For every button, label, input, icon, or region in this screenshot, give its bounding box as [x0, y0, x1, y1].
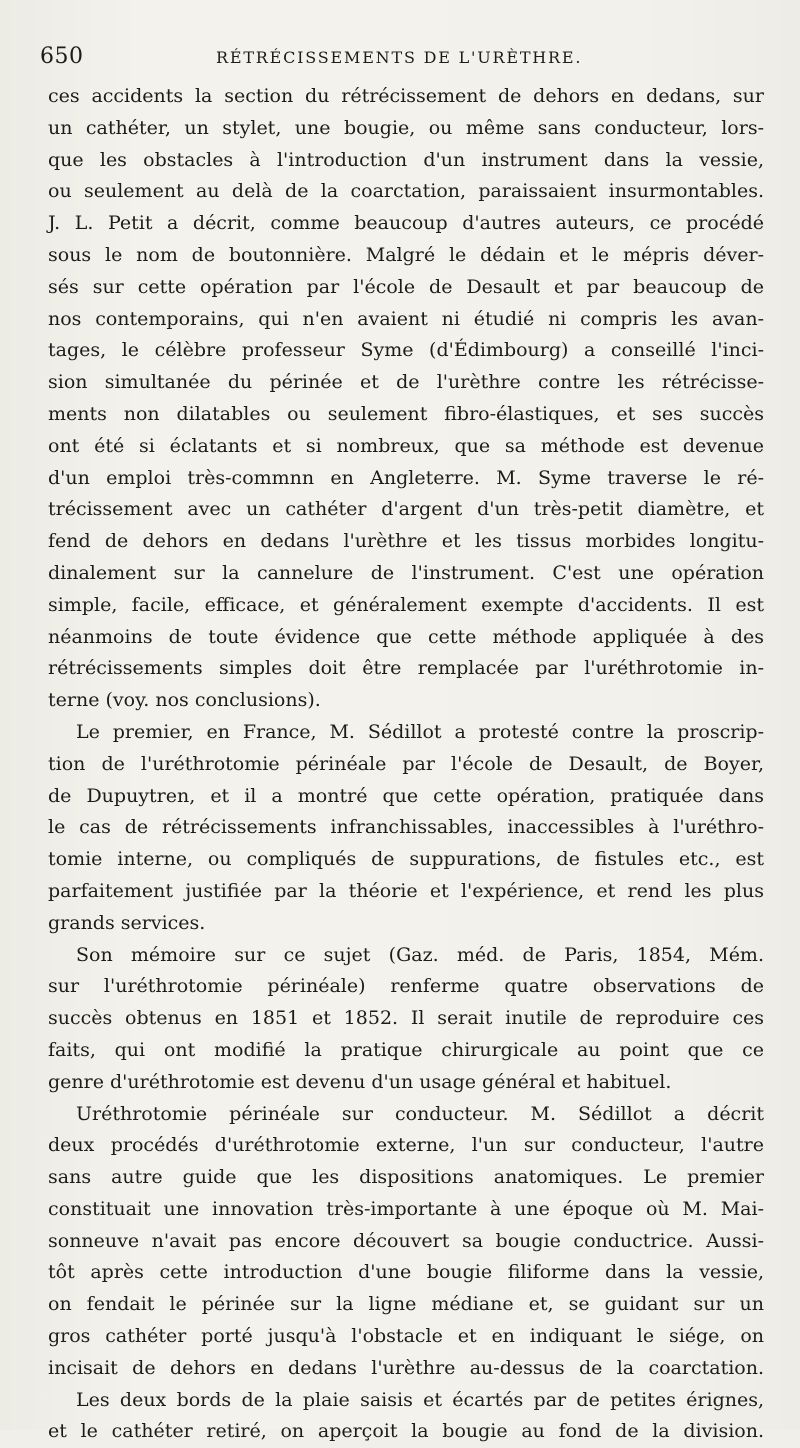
text-line: sés sur cette opération par l'école de Desault et par beaucoup de	[48, 275, 764, 298]
text-line: constituait une innovation très-importante à une époque où M. Mai-	[48, 1197, 764, 1220]
text-line: un cathéter, un stylet, une bougie, ou même sans conducteur, lors-	[48, 116, 764, 139]
text-line: trécissement avec un cathéter d'argent d'un très-petit diamètre, et	[48, 498, 764, 521]
text-line: sion simultanée du périnée et de l'urèthre contre les rétrécisse-	[48, 371, 764, 394]
text-line: tion de l'uréthrotomie périnéale par l'école de Desault, de Boyer,	[48, 752, 764, 775]
text-line: ou seulement au delà de la coarctation, paraissaient insurmontables.	[48, 180, 764, 203]
text-line: Uréthrotomie périnéale sur conducteur. M. Sédillot a décrit	[76, 1102, 764, 1125]
body-text	[48, 81, 764, 1448]
text-line: parfaitement justifiée par la théorie et l'expérience, et rend les plus	[48, 879, 764, 902]
text-line: sous le nom de boutonnière. Malgré le dédain et le mépris déver-	[48, 243, 764, 266]
text-line: Le premier, en France, M. Sédillot a protesté contre la proscrip-	[76, 720, 764, 743]
text-line: dinalement sur la cannelure de l'instrument. C'est une opération	[48, 561, 764, 584]
text-line: tages, le célèbre professeur Syme (d'Édimbourg) a conseillé l'inci-	[48, 339, 764, 362]
text-line: ont été si éclatants et si nombreux, que sa méthode est devenue	[48, 434, 764, 457]
text-line: rétrécissements simples doit être remplacée par l'uréthrotomie in-	[48, 657, 764, 680]
text-line: sur l'uréthrotomie périnéale) renferme quatre observations de	[48, 975, 764, 998]
text-line: tôt après cette introduction d'une bougie filiforme dans la vessie,	[48, 1261, 764, 1284]
text-line: tomie interne, ou compliqués de suppurations, de fistules etc., est	[48, 848, 764, 871]
text-line: ments non dilatables ou seulement fibro-élastiques, et ses succès	[48, 402, 764, 425]
text-line: d'un emploi très-commnn en Angleterre. M. Syme traverse le ré-	[48, 466, 764, 489]
text-line: de Dupuytren, et il a montré que cette opération, pratiquée dans	[48, 784, 764, 807]
text-line: terne (voy. nos conclusions).	[48, 689, 321, 712]
text-line: simple, facile, efficace, et généralement exempte d'accidents. Il est	[48, 593, 764, 616]
text-line: Les deux bords de la plaie saisis et écartés par de petites érignes,	[76, 1388, 764, 1411]
text-line: grands services.	[48, 911, 206, 934]
text-line: néanmoins de toute évidence que cette méthode appliquée à des	[48, 625, 764, 648]
text-line: et le cathéter retiré, on aperçoit la bougie au fond de la division.	[48, 1420, 764, 1443]
running-title: RÉTRÉCISSEMENTS DE L'URÈTHRE.	[216, 48, 583, 67]
text-line: faits, qui ont modifié la pratique chirurgicale au point que ce	[48, 1038, 764, 1061]
text-line: nos contemporains, qui n'en avaient ni étudié ni compris les avan-	[48, 307, 764, 330]
text-line: deux procédés d'uréthrotomie externe, l'un sur conducteur, l'autre	[48, 1134, 764, 1157]
text-line: fend de dehors en dedans l'urèthre et les tissus morbides longitu-	[48, 530, 764, 553]
text-line: sans autre guide que les dispositions anatomiques. Le premier	[48, 1166, 764, 1189]
text-line: on fendait le périnée sur la ligne médiane et, se guidant sur un	[48, 1293, 764, 1316]
text-line: gros cathéter porté jusqu'à l'obstacle et en indiquant le siége, on	[48, 1325, 764, 1348]
text-line: J. L. Petit a décrit, comme beaucoup d'autres auteurs, ce procédé	[48, 212, 764, 235]
text-line: succès obtenus en 1851 et 1852. Il serait inutile de reproduire ces	[48, 1007, 764, 1030]
text-line: ces accidents la section du rétrécissement de dehors en dedans, sur	[48, 85, 764, 107]
text-line: le cas de rétrécissements infranchissables, inaccessibles à l'uréthro-	[48, 816, 764, 839]
page-number: 650	[40, 44, 84, 69]
text-line: sonneuve n'avait pas encore découvert sa bougie conductrice. Aussi-	[48, 1229, 764, 1252]
page-header	[40, 44, 760, 74]
text-line: incisait de dehors en dedans l'urèthre au-dessus de la coarctation.	[48, 1356, 764, 1379]
text-line: genre d'uréthrotomie est devenu d'un usage général et habituel.	[48, 1070, 672, 1093]
text-line: que les obstacles à l'introduction d'un instrument dans la vessie,	[48, 148, 764, 171]
text-line: Son mémoire sur ce sujet (Gaz. méd. de Paris, 1854, Mém.	[76, 943, 764, 966]
